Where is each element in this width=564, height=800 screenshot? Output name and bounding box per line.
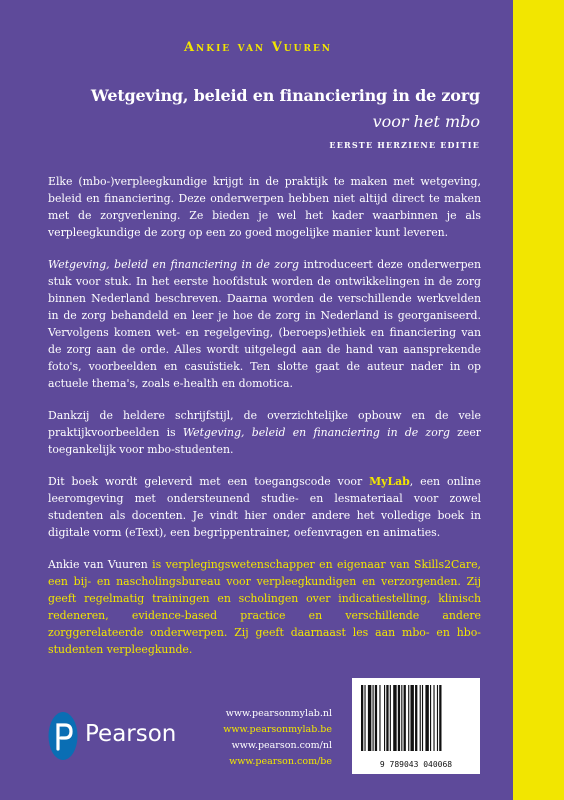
link-pearsonmylab-nl[interactable]: www.pearsonmylab.nl bbox=[225, 708, 332, 719]
author-bio-text: is verplegingswetenschapper en eigenaar van Skills2Care, een bij- en nascholingsbureau voor verpleegkundigen en verzorgenden. Zij geeft regelmatig trainingen en scholingen over indicatiestelling, klinisch redeneren, evidence-based practice en verschillende andere zorggerelateerde onderwerpen. Zij geeft daarnaast les aan mbo- en hbo-studenten verpleegkunde. bbox=[48, 558, 481, 656]
pearson-logo-icon bbox=[48, 711, 78, 761]
blurb-paragraph-4 bbox=[48, 473, 481, 541]
publisher-links bbox=[196, 706, 332, 770]
book-title-inline: Wetgeving, beleid en financiering in de zorg bbox=[48, 258, 299, 271]
paragraph-text: introduceert deze onderwerpen stuk voor stuk. In het eerste hoofdstuk worden de ontwikkelingen in de zorg binnen Nederland beschreven. Daarna worden de verschillende werkvelden in de zorg behandeld en leer je hoe de zorg in Nederland is georganiseerd. Vervolgens komen wet- en regelgeving, (beroeps)ethiek en financiering van de zorg aan de orde. Alles wordt uitgelegd aan de hand van aansprekende foto's, voorbeelden en casuïstiek. Ten slotte gaat de auteur nader in op actuele thema's, zoals e-health en domotica. bbox=[48, 258, 482, 390]
publisher-name: Pearson bbox=[85, 721, 177, 747]
paragraph-text: zeer toegankelijk voor mbo-studenten. bbox=[48, 426, 482, 456]
mylab-label: MyLab bbox=[369, 475, 410, 488]
book-subtitle: voor het mbo bbox=[372, 112, 480, 131]
book-title: Wetgeving, beleid en financiering in de zorg bbox=[90, 86, 480, 105]
book-title-inline: Wetgeving, beleid en financiering in de zorg bbox=[182, 426, 450, 439]
link-pearson-be[interactable]: www.pearson.com/be bbox=[229, 756, 332, 767]
edition-label: EERSTE HERZIENE EDITIE bbox=[329, 140, 480, 150]
yellow-spine bbox=[513, 0, 564, 800]
barcode-bars bbox=[361, 685, 471, 751]
barcode bbox=[352, 678, 480, 774]
paragraph-text: Dit boek wordt geleverd met een toegangscode voor bbox=[48, 475, 370, 488]
isbn-number: 9 789043 040068 bbox=[379, 760, 453, 769]
blurb-paragraph-1: Elke (mbo-)verpleegkundige krijgt in de praktijk te maken met wetgeving, beleid en financiering. Deze onderwerpen hebben niet altijd direct te maken met de zorgverlening. Ze bieden je wel het kader waarbinnen je als verpleegkundige de zorg op een zo goed mogelijke manier kunt leveren. bbox=[48, 175, 481, 239]
paragraph-text: Dankzij de heldere schrijfstijl, de overzichtelijke opbouw en de vele praktijkvoorbeelden is bbox=[48, 409, 481, 439]
blurb-paragraph-3 bbox=[48, 407, 481, 458]
paragraph-text: , een online leeromgeving met ondersteunend studie- en lesmateriaal voor zowel studenten als docenten. Je vindt hier onder andere het volledige boek in digitale vorm (eText), een begrippentrainer, oefenvragen en animaties. bbox=[48, 475, 481, 539]
link-pearson-nl[interactable]: www.pearson.com/nl bbox=[231, 740, 332, 751]
blurb-paragraph-2 bbox=[48, 256, 481, 392]
author-bio-name: Ankie van Vuuren bbox=[48, 558, 148, 571]
link-pearsonmylab-be[interactable]: www.pearsonmylab.be bbox=[223, 724, 332, 735]
author-name: Ankie van Vuuren bbox=[183, 40, 333, 55]
author-bio bbox=[48, 556, 481, 658]
blurb bbox=[48, 173, 481, 673]
